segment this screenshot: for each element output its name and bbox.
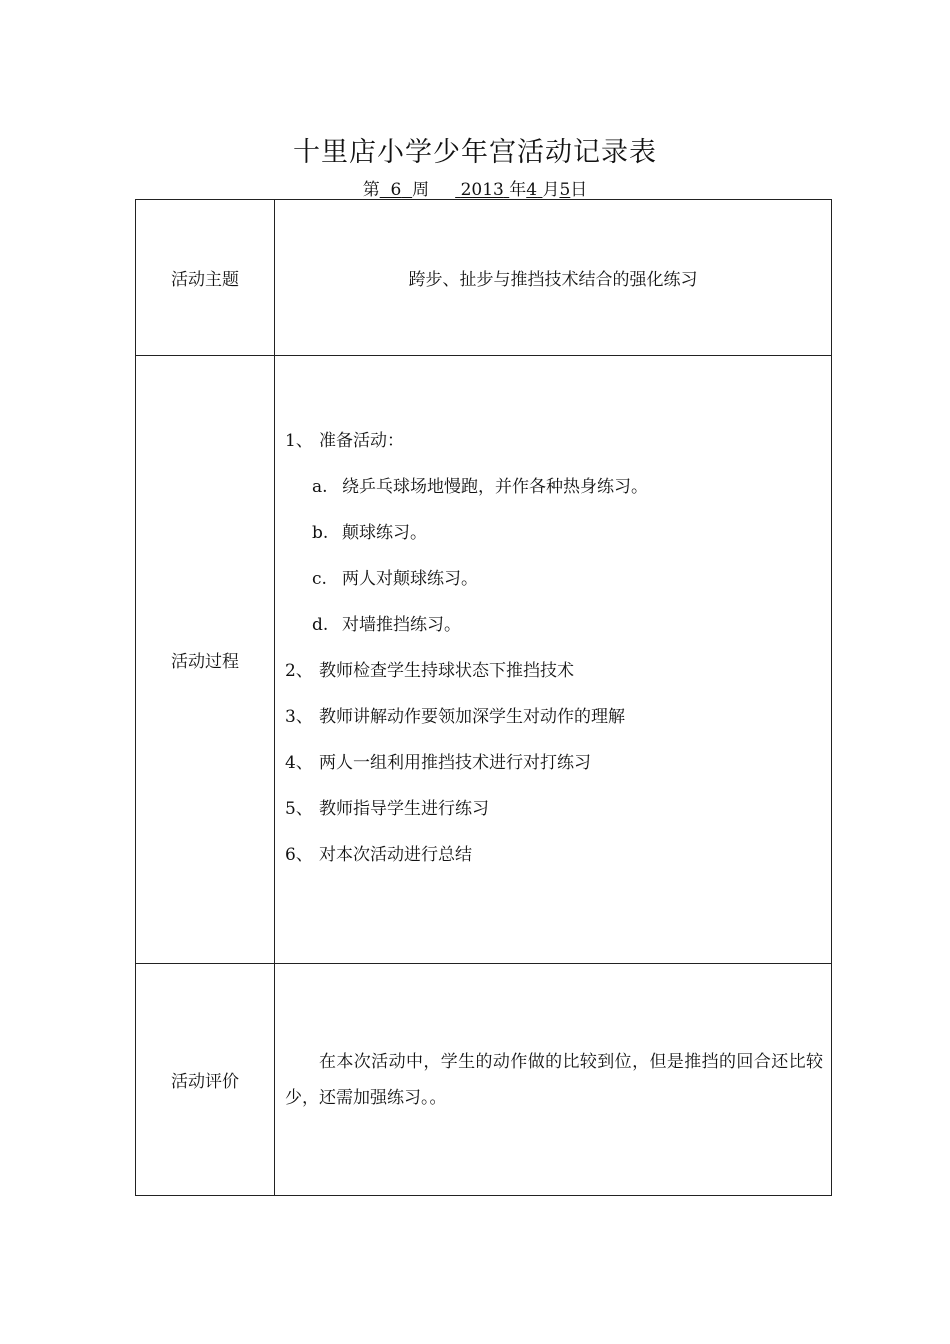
list-item: 5、 教师指导学生进行练习 — [285, 799, 489, 819]
process-content — [275, 356, 832, 964]
list-item: 6、 对本次活动进行总结 — [285, 845, 472, 865]
evaluation-label: 活动评价 — [136, 964, 275, 1196]
week-number: 6 — [390, 180, 402, 200]
list-item: 3、 教师讲解动作要领加深学生对动作的理解 — [285, 707, 625, 727]
topic-label: 活动主题 — [136, 200, 275, 356]
topic-value: 跨步、扯步与推挡技术结合的强化练习 — [275, 200, 832, 356]
process-label: 活动过程 — [136, 356, 275, 964]
list-item: a. 绕乒乓球场地慢跑，并作各种热身练习。 — [312, 477, 648, 497]
day-suffix: 日 — [570, 180, 588, 200]
list-item: b. 颠球练习。 — [312, 523, 427, 543]
process-list — [285, 426, 831, 886]
list-item: 1、 准备活动： — [285, 431, 404, 451]
day: 5 — [559, 180, 571, 200]
document-title: 十里店小学少年宫活动记录表 — [293, 137, 657, 168]
month-suffix: 月 — [542, 180, 560, 200]
date-line — [0, 175, 950, 200]
list-item: 2、 教师检查学生持球状态下推挡技术 — [285, 661, 574, 681]
topic-row — [136, 200, 832, 356]
evaluation-row — [136, 964, 832, 1196]
year: 2013 — [460, 180, 504, 200]
week-prefix: 第 — [362, 180, 380, 200]
week-suffix: 周 — [412, 180, 430, 200]
process-row — [136, 356, 832, 964]
list-item: c. 两人对颠球练习。 — [312, 569, 478, 589]
year-suffix: 年 — [509, 180, 527, 200]
list-item: d. 对墙推挡练习。 — [312, 615, 461, 635]
evaluation-text: 在本次活动中，学生的动作做的比较到位，但是推挡的回合还比较少，还需加强练习。。 — [275, 964, 832, 1196]
activity-record-table — [135, 199, 832, 1196]
month: 4 — [526, 180, 538, 200]
list-item: 4、 两人一组利用推挡技术进行对打练习 — [285, 753, 591, 773]
